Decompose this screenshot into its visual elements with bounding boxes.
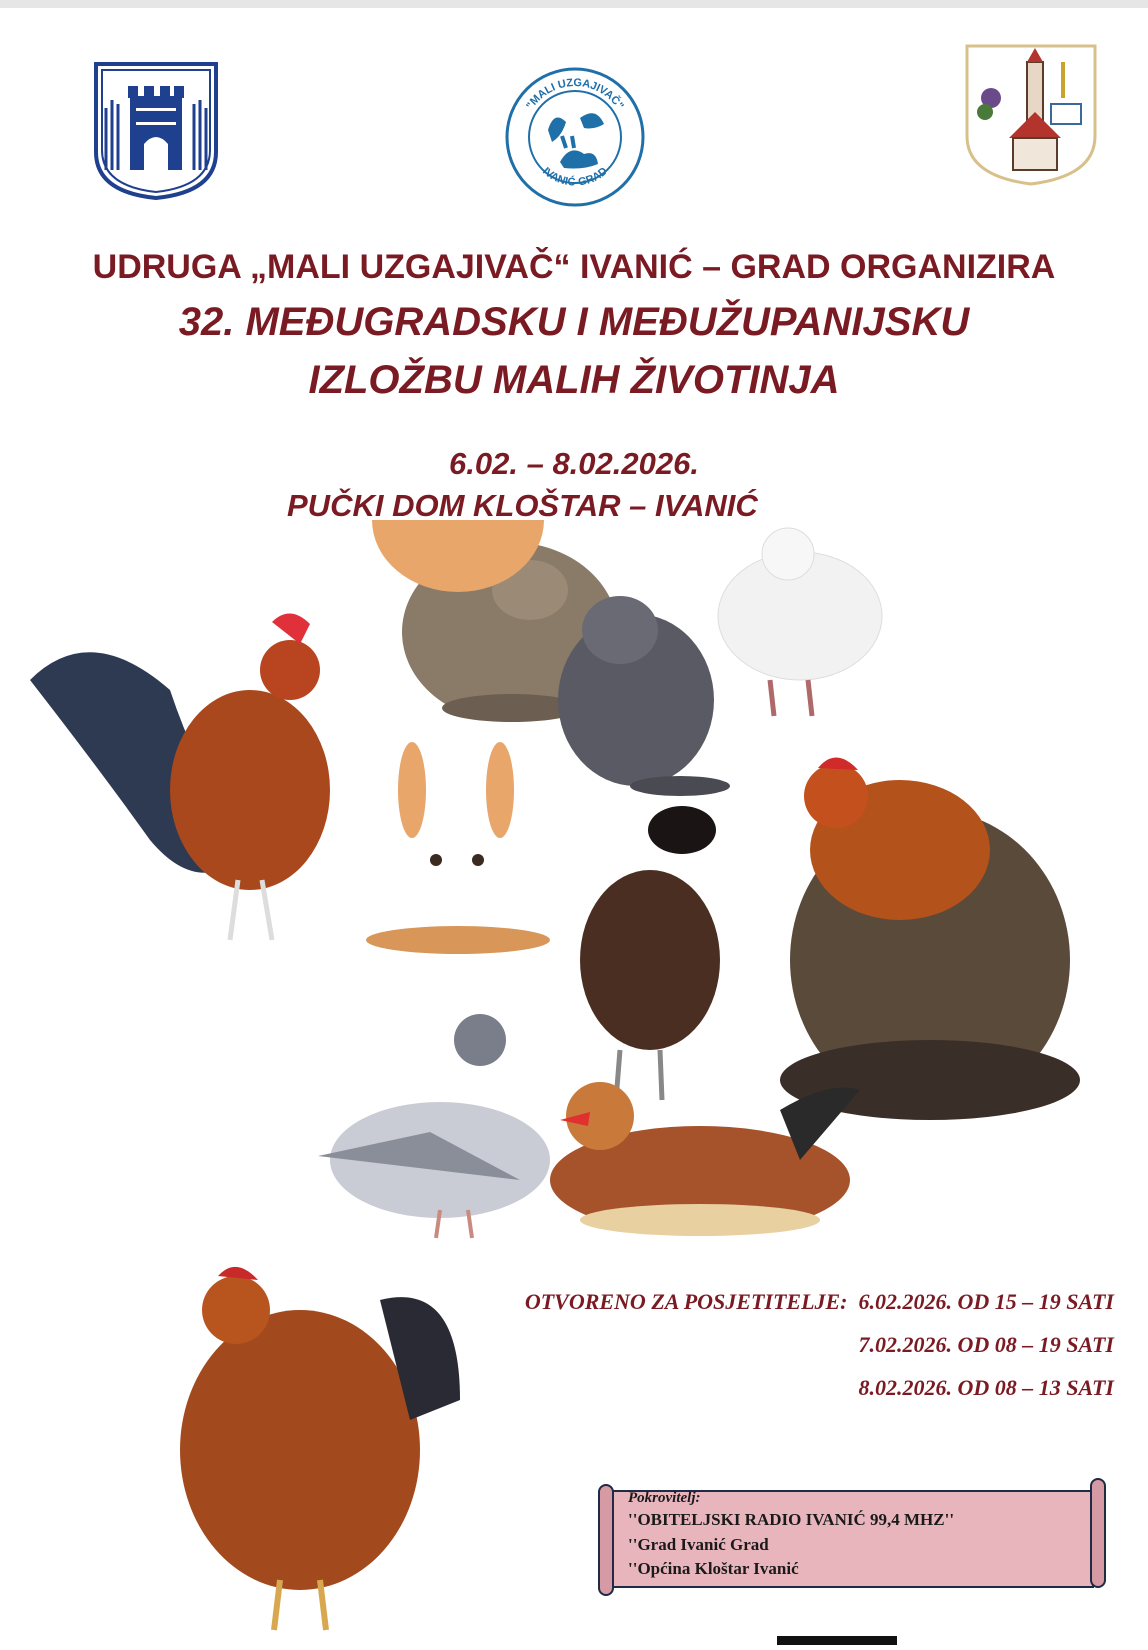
header-title-line-1: 32. MEĐUGRADSKU I MEĐUŽUPANIJSKU xyxy=(178,300,970,344)
rooster-icon xyxy=(30,613,330,940)
event-dates: 6.02. – 8.02.2026. xyxy=(449,446,699,481)
opening-hours-day3: 8.02.2026. OD 08 – 13 SATI xyxy=(858,1375,1114,1400)
opening-label: OTVORENO ZA POSJETITELJE: xyxy=(524,1289,848,1314)
mandarin-duck-icon xyxy=(550,1082,860,1236)
rabbit-icon xyxy=(558,596,730,796)
header-title-line-2: IZLOŽBU MALIH ŽIVOTINJA xyxy=(308,358,840,402)
header-organizer: UDRUGA „MALI UZGAJIVAČ“ IVANIĆ – GRAD ORGANIZIRA xyxy=(92,248,1056,286)
hen-icon xyxy=(580,806,720,1100)
sponsor-line-1: ''OBITELJSKI RADIO IVANIĆ 99,4 MHZ'' xyxy=(628,1510,955,1529)
opening-hours-day1 xyxy=(525,1289,1114,1315)
scroll-curl-right xyxy=(1090,1478,1106,1588)
top-border xyxy=(0,0,1148,8)
sponsor-label: Pokrovitelj: xyxy=(628,1490,701,1506)
animal-collage xyxy=(0,520,1148,1650)
bottom-edge-bar xyxy=(777,1636,897,1645)
logo-top-text: "MALI UZGAJIVAČ" xyxy=(524,76,626,112)
opening-hours-day2: 7.02.2026. OD 08 – 19 SATI xyxy=(858,1332,1114,1357)
logo-bottom-text: IVANIĆ-GRAD xyxy=(540,165,610,189)
rooster-icon xyxy=(780,757,1080,1120)
dove-icon xyxy=(718,528,882,716)
castle-coat-of-arms-icon xyxy=(92,60,220,202)
svg-text:IVANIĆ-GRAD xyxy=(540,165,610,188)
scroll-curl-left xyxy=(598,1484,614,1596)
event-venue: PUČKI DOM KLOŠTAR – IVANIĆ xyxy=(287,488,758,523)
church-coat-of-arms-icon xyxy=(963,42,1099,188)
sponsor-line-3: ''Općina Kloštar Ivanić xyxy=(628,1559,799,1578)
sponsor-scroll xyxy=(598,1484,1106,1596)
pigeon-icon xyxy=(318,1014,550,1238)
svg-text:"MALI UZGAJIVAČ" xyxy=(524,77,625,112)
opening-day1-text: 6.02.2026. OD 15 – 19 SATI xyxy=(858,1289,1114,1314)
sponsor-line-2: ''Grad Ivanić Grad xyxy=(628,1535,769,1554)
logo-text-ring xyxy=(504,66,646,208)
rooster-icon xyxy=(180,1267,460,1630)
